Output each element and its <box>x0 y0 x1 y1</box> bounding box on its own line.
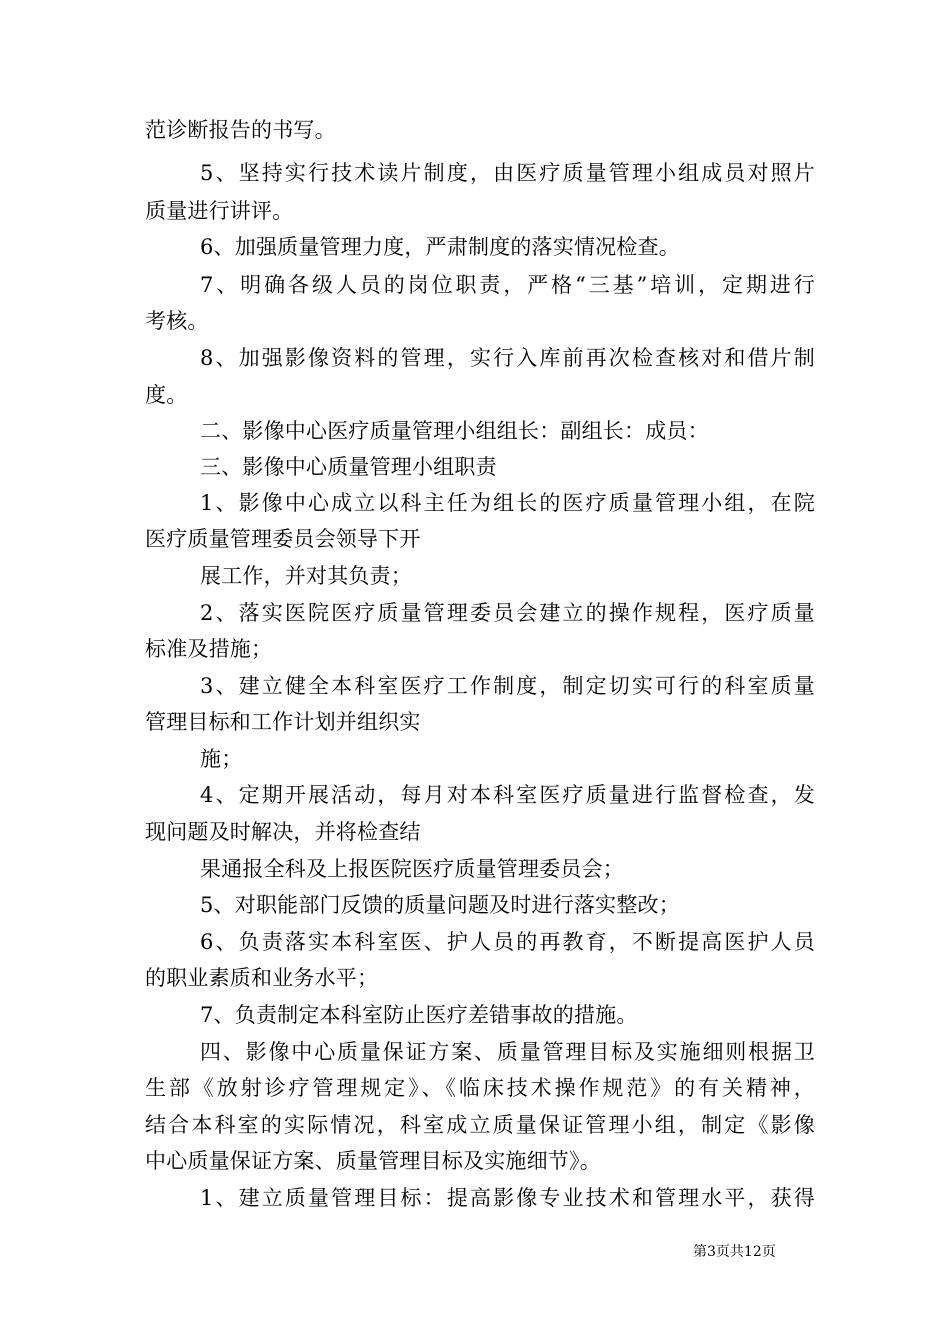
text-line: 5、对职能部门反馈的质量问题及时进行落实整改； <box>200 893 680 917</box>
page-number-footer: 第3页共12页 <box>693 1244 776 1260</box>
text-line: 医疗质量管理委员会领导下开 <box>145 527 421 551</box>
text-line: 度。 <box>145 383 188 407</box>
text-line: 1、影像中心成立以科主任为组长的医疗质量管理小组，在院 <box>200 491 815 515</box>
text-line: 考核。 <box>145 309 209 333</box>
text-line: 2、落实医院医疗质量管理委员会建立的操作规程，医疗质量 <box>200 601 815 625</box>
text-line: 四、影像中心质量保证方案、质量管理目标及实施细则根据卫 <box>200 1040 815 1064</box>
text-line: 8、加强影像资料的管理，实行入库前再次检查核对和借片制 <box>200 346 815 370</box>
text-line: 3、建立健全本科室医疗工作制度，制定切实可行的科室质量 <box>200 674 815 698</box>
text-line: 三、影像中心质量管理小组职责 <box>200 455 497 479</box>
text-line: 现问题及时解决，并将检查结 <box>145 820 421 844</box>
text-line: 管理目标和工作计划并组织实 <box>145 710 421 734</box>
text-line: 施； <box>200 747 243 771</box>
text-line: 5、坚持实行技术读片制度，由医疗质量管理小组成员对照片 <box>200 161 815 185</box>
text-line: 展工作，并对其负责； <box>200 564 412 588</box>
text-line: 二、影像中心医疗质量管理小组组长：副组长：成员： <box>200 419 709 443</box>
text-line: 的职业素质和业务水平； <box>145 966 379 990</box>
text-line: 生部《放射诊疗管理规定》、《临床技术操作规范》的有关精神， <box>145 1076 815 1100</box>
text-line: 7、负责制定本科室防止医疗差错事故的措施。 <box>200 1003 638 1027</box>
text-line: 1、建立质量管理目标：提高影像专业技术和管理水平，获得 <box>200 1186 815 1210</box>
text-line: 4、定期开展活动，每月对本科室医疗质量进行监督检查，发 <box>200 783 815 807</box>
text-line: 结合本科室的实际情况，科室成立质量保证管理小组，制定《影像 <box>145 1113 815 1137</box>
text-line: 果通报全科及上报医院医疗质量管理委员会； <box>200 857 624 881</box>
text-line: 质量进行讲评。 <box>145 199 294 223</box>
text-line: 标准及措施； <box>145 637 273 661</box>
text-line: 6、加强质量管理力度，严肃制度的落实情况检查。 <box>200 235 680 259</box>
text-line: 范诊断报告的书写。 <box>145 118 336 142</box>
text-line: 7、明确各级人员的岗位职责，严格“三基”培训，定期进行 <box>200 273 815 297</box>
text-line: 中心质量保证方案、质量管理目标及实施细节》。 <box>145 1149 601 1173</box>
text-line: 6、负责落实本科室医、护人员的再教育，不断提高医护人员 <box>200 930 815 954</box>
